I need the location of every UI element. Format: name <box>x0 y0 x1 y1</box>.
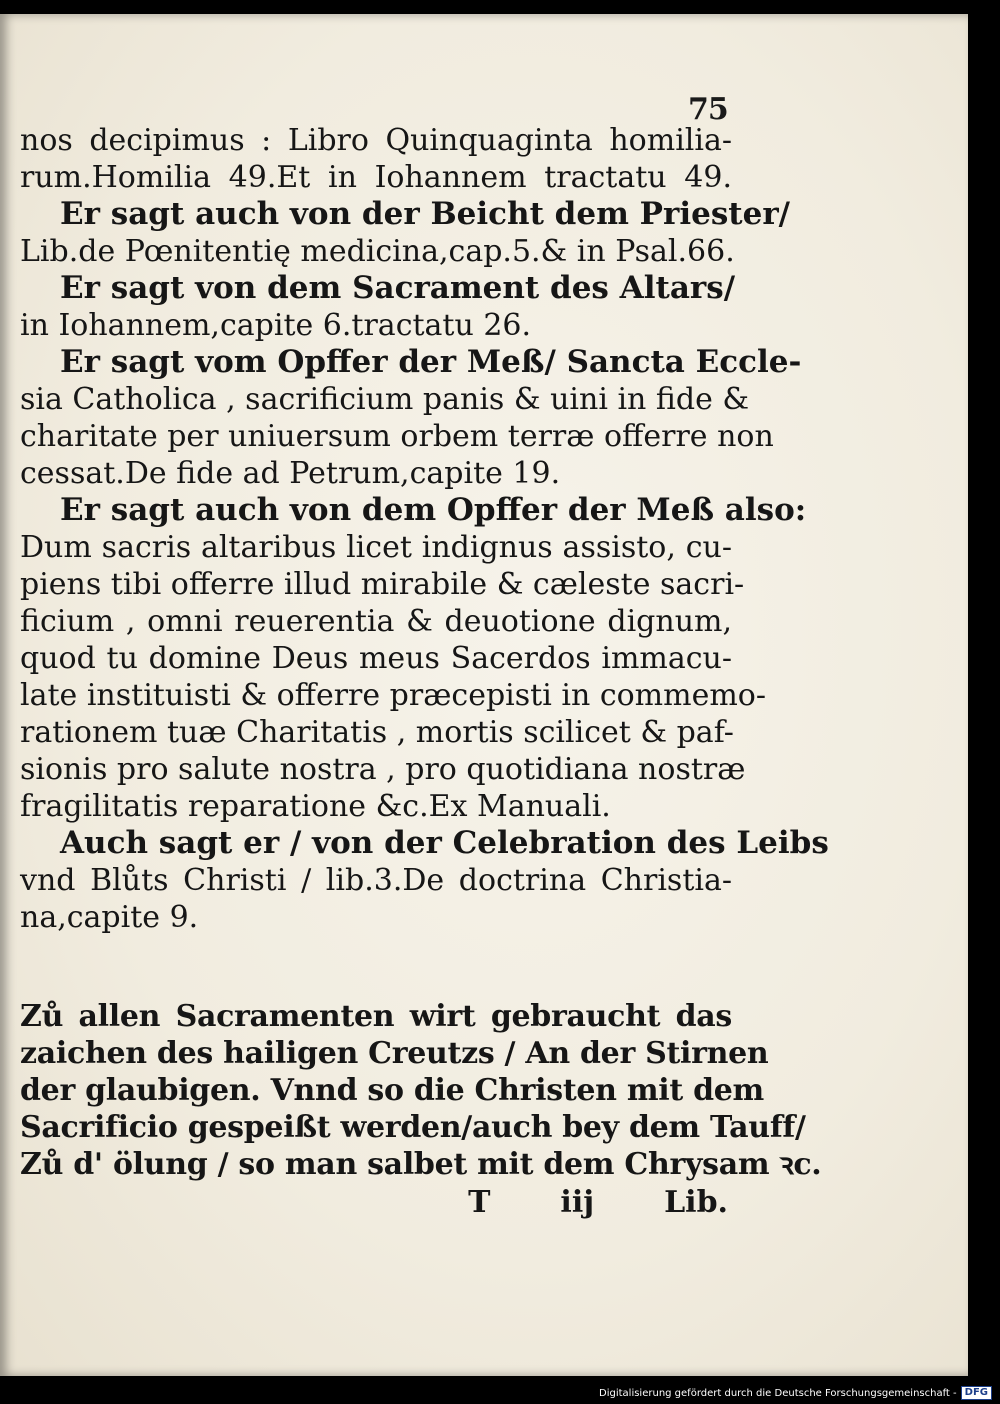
text-line: nos decipimus : Libro Quinquaginta homilia- <box>20 123 732 158</box>
text-line: Lib.de Pœnitentię medicina,cap.5.& in Psal.66. <box>20 234 735 269</box>
blackletter-line: der glaubigen. Vnnd so die Christen mit dem <box>20 1073 764 1108</box>
digitization-footer <box>599 1386 992 1400</box>
footer-credit: Digitalisierung gefördert durch die Deutsche Forschungsgemeinschaft - <box>599 1387 957 1399</box>
text-line: rum.Homilia 49.Et in Iohannem tractatu 49. <box>20 160 732 195</box>
text-line: charitate per uniuersum orbem terræ offerre non <box>20 419 774 454</box>
blackletter-paragraph <box>20 998 822 1183</box>
heading-line: Er sagt auch von dem Opffer der Meß also: <box>60 492 807 528</box>
catchword: Lib. <box>664 1185 728 1220</box>
text-line: ficium , omni reuerentia & deuotione dignum, <box>20 604 732 639</box>
text-line: sionis pro salute nostra , pro quotidiana nostræ <box>20 752 746 787</box>
blackletter-line: zaichen des hailigen Creutzs / An der Stirnen <box>20 1036 769 1071</box>
text-line: cessat.De fide ad Petrum,capite 19. <box>20 456 561 491</box>
text-line: na,capite 9. <box>20 900 199 935</box>
text-line: rationem tuæ Charitatis , mortis scilicet & paf- <box>20 715 734 750</box>
dfg-logo: DFG <box>961 1386 992 1400</box>
signature-line <box>20 1183 732 1223</box>
text-line: late instituisti & offerre præcepisti in commemo- <box>20 678 766 713</box>
page-number: 75 <box>688 92 728 127</box>
text-line: Dum sacris altaribus licet indignus assisto, cu- <box>20 530 732 565</box>
heading-line: Er sagt von dem Sacrament des Altars/ <box>60 270 736 306</box>
heading-line: Er sagt auch von der Beicht dem Priester/ <box>60 196 790 232</box>
text-line: quod tu domine Deus meus Sacerdos immacu- <box>20 641 732 676</box>
heading-line: Auch sagt er / von der Celebration des Leibs <box>60 825 829 861</box>
text-line: vnd Blůts Christi / lib.3.De doctrina Christia- <box>20 863 732 898</box>
book-page <box>0 14 968 1376</box>
text-line: in Iohannem,capite 6.tractatu 26. <box>20 308 532 343</box>
text-block <box>20 122 829 1223</box>
heading-line: Er sagt vom Opffer der Meß/ Sancta Eccle- <box>60 344 802 380</box>
blackletter-line: Zů allen Sacramenten wirt gebraucht das <box>20 999 732 1034</box>
text-line: sia Catholica , sacrificium panis & uini in fide & <box>20 382 750 417</box>
section-gap <box>20 936 732 998</box>
blackletter-line: Zů d' ölung / so man salbet mit dem Chrysam ꝛc. <box>20 1147 822 1182</box>
signature-mark: T <box>468 1185 491 1220</box>
text-line: piens tibi offerre illud mirabile & cæleste sacri- <box>20 567 745 602</box>
blackletter-line: Sacrificio gespeißt werden/auch bey dem Tauff/ <box>20 1110 806 1145</box>
main-text <box>20 122 829 936</box>
signature-numeral: iij <box>560 1185 595 1220</box>
text-line: fragilitatis reparatione &c.Ex Manuali. <box>20 789 611 824</box>
